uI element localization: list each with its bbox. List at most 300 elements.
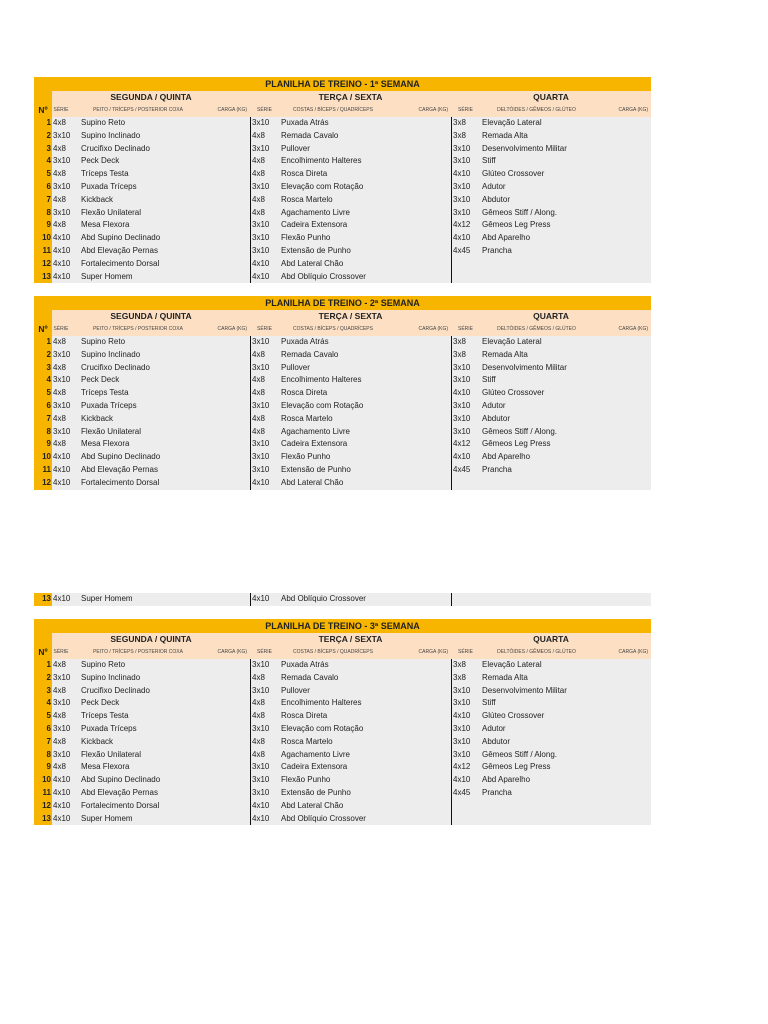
row-number: 2 <box>34 672 52 685</box>
series-value: 4x10 <box>53 452 71 462</box>
day2-cell <box>250 168 451 181</box>
muscle-group-header: PEITO / TRÍCEPS / POSTERIOR COXA <box>93 107 183 113</box>
exercise-name: Extensão de Punho <box>281 245 351 255</box>
series-value: 4x10 <box>53 245 71 255</box>
table-row <box>34 672 651 685</box>
day-header: SEGUNDA / QUINTA <box>52 633 250 646</box>
exercise-name: Gêmeos Stiff / Along. <box>482 207 558 217</box>
num-col-spacer <box>34 310 52 323</box>
series-value: 4x8 <box>53 736 66 746</box>
series-value: 3x10 <box>53 207 71 217</box>
exercise-name: Cadeira Extensora <box>281 220 348 230</box>
series-value: 4x10 <box>53 813 71 823</box>
series-value: 4x10 <box>252 594 270 603</box>
exercise-name: Extensão de Punho <box>281 464 351 474</box>
table-row <box>34 181 651 194</box>
exercise-name: Mesa Flexora <box>81 220 130 230</box>
table-row <box>34 697 651 710</box>
exercise-name: Abd Supino Declinado <box>81 775 161 785</box>
day3-cell <box>451 477 651 490</box>
series-value: 4x10 <box>453 452 471 462</box>
exercise-name <box>481 477 652 490</box>
day2-cell <box>250 697 451 710</box>
series-value: 3x10 <box>252 400 270 410</box>
load-header: CARGA (KG) <box>618 107 648 113</box>
exercise-name <box>481 593 652 606</box>
day3-cell <box>451 464 651 477</box>
day3-cell <box>451 155 651 168</box>
row-number: 7 <box>34 413 52 426</box>
series-header: SÉRIE <box>256 326 272 332</box>
day3-cell <box>451 143 651 156</box>
row-number: 5 <box>34 387 52 400</box>
exercise-name: Pullover <box>281 685 310 695</box>
exercise-name: Abdutor <box>482 413 511 423</box>
row-number: 6 <box>34 181 52 194</box>
exercise-name: Abdutor <box>482 194 511 204</box>
series-value: 3x8 <box>453 130 466 140</box>
exercise-name: Prancha <box>482 464 512 474</box>
row-number: 8 <box>34 426 52 439</box>
sheet-title: PLANILHA DE TREINO - 1ª SEMANA <box>34 77 651 91</box>
load-header: CARGA (KG) <box>217 649 247 655</box>
table-row <box>34 477 651 490</box>
series-value: 4x10 <box>453 711 471 721</box>
exercise-name: Puxada Atrás <box>281 118 329 127</box>
day2-cell <box>250 787 451 800</box>
day1-cell <box>52 143 250 156</box>
row-number: 1 <box>34 117 52 130</box>
day1-cell <box>52 464 250 477</box>
day2-cell <box>250 181 451 194</box>
exercise-name: Stiff <box>482 156 496 166</box>
day2-cell <box>250 362 451 375</box>
exercise-name: Encolhimento Halteres <box>281 375 362 385</box>
num-header: Nº <box>34 323 52 336</box>
table-row <box>34 362 651 375</box>
exercise-name: Rosca Direta <box>281 711 328 721</box>
exercise-name: Flexão Unilateral <box>81 426 142 436</box>
day2-cell <box>250 400 451 413</box>
day2-cell <box>250 336 451 349</box>
exercise-name: Gêmeos Stiff / Along. <box>482 426 558 436</box>
series-value: 4x45 <box>453 245 471 255</box>
day2-cell <box>250 749 451 762</box>
row-number: 5 <box>34 710 52 723</box>
load-header: CARGA (KG) <box>418 649 448 655</box>
exercise-name: Desenvolvimento Militar <box>482 685 567 695</box>
day2-cell <box>250 130 451 143</box>
day3-cell <box>451 413 651 426</box>
row-number: 12 <box>34 477 52 490</box>
exercise-name <box>481 271 652 284</box>
column-header-group <box>451 323 651 336</box>
day1-cell <box>52 168 250 181</box>
series-value: 3x10 <box>453 736 471 746</box>
load-header: CARGA (KG) <box>217 326 247 332</box>
day2-cell <box>250 426 451 439</box>
row-number: 11 <box>34 787 52 800</box>
series-value <box>452 813 481 826</box>
exercise-name: Crucifixo Declinado <box>81 362 150 372</box>
table-row <box>34 593 651 606</box>
row-number: 4 <box>34 374 52 387</box>
series-value: 3x10 <box>53 400 71 410</box>
series-value: 3x10 <box>453 181 471 191</box>
table-row <box>34 438 651 451</box>
series-value: 3x10 <box>53 723 71 733</box>
exercise-name: Agachamento Livre <box>281 749 350 759</box>
row-number: 10 <box>34 774 52 787</box>
exercise-name: Pullover <box>281 362 310 372</box>
row-number: 3 <box>34 362 52 375</box>
day1-cell <box>52 659 250 672</box>
series-value: 4x10 <box>252 271 270 281</box>
day3-cell <box>451 258 651 271</box>
day2-cell <box>250 464 451 477</box>
series-value: 3x10 <box>453 400 471 410</box>
table-row <box>34 207 651 220</box>
exercise-name: Flexão Unilateral <box>81 749 142 759</box>
day2-cell <box>250 685 451 698</box>
day1-cell <box>52 774 250 787</box>
series-value: 4x12 <box>453 762 471 772</box>
exercise-name: Kickback <box>81 194 114 204</box>
exercise-name: Peck Deck <box>81 156 120 166</box>
day1-cell <box>52 813 250 826</box>
muscle-group-header: DELTÓIDES / GÊMEOS / GLÚTEO <box>497 326 576 332</box>
day3-cell <box>451 723 651 736</box>
day3-cell <box>451 710 651 723</box>
exercise-name: Rosca Direta <box>281 388 328 398</box>
exercise-name: Rosca Martelo <box>281 413 333 423</box>
day3-cell <box>451 438 651 451</box>
series-value: 3x10 <box>252 660 270 669</box>
table-row <box>34 723 651 736</box>
day1-cell <box>52 426 250 439</box>
day2-cell <box>250 194 451 207</box>
row-number: 9 <box>34 219 52 232</box>
day-header: SEGUNDA / QUINTA <box>52 91 250 104</box>
week-2-sheet <box>34 296 651 490</box>
sheet-title: PLANILHA DE TREINO - 2ª SEMANA <box>34 296 651 310</box>
exercise-name: Abd Elevação Pernas <box>81 245 158 255</box>
table-row <box>34 336 651 349</box>
day3-cell <box>451 271 651 284</box>
table-row <box>34 155 651 168</box>
exercise-name: Rosca Martelo <box>281 194 333 204</box>
num-header: Nº <box>34 646 52 659</box>
series-value <box>452 477 481 490</box>
day2-cell <box>250 477 451 490</box>
row-number: 3 <box>34 685 52 698</box>
exercise-name: Extensão de Punho <box>281 787 351 797</box>
exercise-name: Kickback <box>81 736 114 746</box>
table-row <box>34 787 651 800</box>
day2-cell <box>250 271 451 284</box>
day3-cell <box>451 362 651 375</box>
column-header-row <box>34 646 651 659</box>
exercise-name: Elevação com Rotação <box>281 723 364 733</box>
series-value: 4x8 <box>252 169 265 179</box>
exercise-name: Tríceps Testa <box>81 388 129 398</box>
series-value: 4x10 <box>53 464 71 474</box>
exercise-name: Supino Inclinado <box>81 672 141 682</box>
day-header: QUARTA <box>451 91 651 104</box>
exercise-name: Agachamento Livre <box>281 207 350 217</box>
row-number: 11 <box>34 245 52 258</box>
series-value: 4x8 <box>252 349 265 359</box>
row-number: 2 <box>34 130 52 143</box>
exercise-name: Supino Reto <box>81 337 126 346</box>
series-value: 3x10 <box>453 723 471 733</box>
series-value <box>452 800 481 813</box>
series-value: 3x10 <box>453 749 471 759</box>
exercise-name: Puxada Tríceps <box>81 400 137 410</box>
exercise-name <box>481 813 652 826</box>
table-row <box>34 168 651 181</box>
exercise-name: Stiff <box>482 375 496 385</box>
table-row <box>34 194 651 207</box>
muscle-group-header: COSTAS / BÍCEPS / QUADRÍCEPS <box>293 107 373 113</box>
table-row <box>34 130 651 143</box>
num-header: Nº <box>34 104 52 117</box>
day1-cell <box>52 438 250 451</box>
column-header-group <box>52 323 250 336</box>
series-value: 4x8 <box>53 118 66 127</box>
day3-cell <box>451 813 651 826</box>
series-value: 4x8 <box>252 426 265 436</box>
day2-cell <box>250 672 451 685</box>
exercise-name: Gêmeos Leg Press <box>482 220 551 230</box>
exercise-name: Pullover <box>281 143 310 153</box>
table-row <box>34 349 651 362</box>
row-number: 12 <box>34 258 52 271</box>
exercise-name: Supino Reto <box>81 660 126 669</box>
exercise-name: Abd Supino Declinado <box>81 452 161 462</box>
exercise-name: Crucifixo Declinado <box>81 685 150 695</box>
column-header-row <box>34 323 651 336</box>
series-header: SÉRIE <box>53 326 69 332</box>
load-header: CARGA (KG) <box>618 326 648 332</box>
exercise-name <box>481 258 652 271</box>
series-value: 4x8 <box>53 194 66 204</box>
exercise-name: Gêmeos Leg Press <box>482 439 551 449</box>
exercise-name: Encolhimento Halteres <box>281 698 362 708</box>
series-value: 4x10 <box>53 258 71 268</box>
day1-cell <box>52 271 250 284</box>
day2-cell <box>250 245 451 258</box>
series-value: 4x10 <box>453 775 471 785</box>
exercise-name: Cadeira Extensora <box>281 439 348 449</box>
exercise-name: Rosca Direta <box>281 169 328 179</box>
series-value: 3x10 <box>453 156 471 166</box>
exercise-name: Super Homem <box>81 813 133 823</box>
day3-cell <box>451 349 651 362</box>
series-value: 4x10 <box>252 477 270 487</box>
exercise-name: Remada Alta <box>482 672 528 682</box>
series-value: 4x8 <box>53 685 66 695</box>
exercise-name: Remada Alta <box>482 130 528 140</box>
exercise-name: Abd Elevação Pernas <box>81 464 158 474</box>
series-value: 4x8 <box>252 698 265 708</box>
series-value: 3x8 <box>453 672 466 682</box>
exercise-name: Prancha <box>482 245 512 255</box>
exercise-name: Desenvolvimento Militar <box>482 143 567 153</box>
row-number: 4 <box>34 697 52 710</box>
day1-cell <box>52 194 250 207</box>
series-header: SÉRIE <box>457 649 473 655</box>
table-row <box>34 685 651 698</box>
day1-cell <box>52 451 250 464</box>
table-row <box>34 736 651 749</box>
exercise-name: Tríceps Testa <box>81 711 129 721</box>
exercise-name: Puxada Atrás <box>281 660 329 669</box>
exercise-name: Agachamento Livre <box>281 426 350 436</box>
exercise-name: Elevação Lateral <box>482 118 542 127</box>
series-value: 3x10 <box>252 452 270 462</box>
exercise-name: Abd Lateral Chão <box>281 477 344 487</box>
exercise-name: Remada Cavalo <box>281 672 339 682</box>
series-value: 3x10 <box>453 413 471 423</box>
exercise-name: Elevação com Rotação <box>281 181 364 191</box>
series-value: 4x8 <box>252 711 265 721</box>
series-value: 4x10 <box>252 813 270 823</box>
day1-cell <box>52 387 250 400</box>
series-value: 4x8 <box>252 749 265 759</box>
column-header-group <box>52 646 250 659</box>
row-number: 13 <box>34 593 52 606</box>
day1-cell <box>52 258 250 271</box>
day1-cell <box>52 207 250 220</box>
day3-cell <box>451 232 651 245</box>
day3-cell <box>451 736 651 749</box>
series-value: 4x8 <box>252 375 265 385</box>
day1-cell <box>52 593 250 606</box>
series-value: 4x8 <box>53 711 66 721</box>
series-value: 3x10 <box>53 349 71 359</box>
row-number: 13 <box>34 813 52 826</box>
exercise-name: Abd Oblíquio Crossover <box>281 813 366 823</box>
day1-cell <box>52 761 250 774</box>
table-row <box>34 374 651 387</box>
day1-cell <box>52 336 250 349</box>
day-header: SEGUNDA / QUINTA <box>52 310 250 323</box>
muscle-group-header: COSTAS / BÍCEPS / QUADRÍCEPS <box>293 649 373 655</box>
day1-cell <box>52 787 250 800</box>
series-value: 3x10 <box>53 426 71 436</box>
exercise-name: Adutor <box>482 400 506 410</box>
exercise-name: Supino Inclinado <box>81 130 141 140</box>
series-value: 3x8 <box>453 118 466 127</box>
row-number: 12 <box>34 800 52 813</box>
exercise-name: Puxada Tríceps <box>81 181 137 191</box>
series-value: 4x8 <box>53 220 66 230</box>
week-3-sheet <box>34 619 651 825</box>
day3-cell <box>451 672 651 685</box>
series-value: 3x10 <box>453 207 471 217</box>
exercise-name: Mesa Flexora <box>81 439 130 449</box>
day-header: QUARTA <box>451 633 651 646</box>
table-row <box>34 659 651 672</box>
row-number: 11 <box>34 464 52 477</box>
exercise-name: Abd Lateral Chão <box>281 258 344 268</box>
series-value <box>452 593 481 606</box>
column-header-group <box>250 104 451 117</box>
series-value: 3x10 <box>453 194 471 204</box>
day3-cell <box>451 787 651 800</box>
day2-cell <box>250 774 451 787</box>
row-number: 3 <box>34 143 52 156</box>
series-value: 4x45 <box>453 464 471 474</box>
series-value: 4x8 <box>252 194 265 204</box>
exercise-name: Supino Reto <box>81 118 126 127</box>
day2-cell <box>250 761 451 774</box>
series-value: 4x10 <box>53 787 71 797</box>
series-value: 3x10 <box>252 181 270 191</box>
exercise-name: Rosca Martelo <box>281 736 333 746</box>
exercise-name: Fortalecimento Dorsal <box>81 477 160 487</box>
series-value: 3x10 <box>53 130 71 140</box>
exercise-name: Abd Elevação Pernas <box>81 787 158 797</box>
day3-cell <box>451 400 651 413</box>
column-header-group <box>451 646 651 659</box>
day1-cell <box>52 374 250 387</box>
row-number: 8 <box>34 207 52 220</box>
exercise-name: Remada Alta <box>482 349 528 359</box>
exercise-name: Elevação Lateral <box>482 660 542 669</box>
exercise-name: Tríceps Testa <box>81 169 129 179</box>
column-header-group <box>250 323 451 336</box>
table-row <box>34 813 651 826</box>
series-value: 4x8 <box>53 660 66 669</box>
day3-cell <box>451 659 651 672</box>
series-value: 3x8 <box>453 337 466 346</box>
series-value: 3x10 <box>53 156 71 166</box>
series-value: 3x10 <box>453 698 471 708</box>
day1-cell <box>52 697 250 710</box>
table-row <box>34 426 651 439</box>
day1-cell <box>52 672 250 685</box>
exercise-name: Remada Cavalo <box>281 130 339 140</box>
day1-cell <box>52 362 250 375</box>
exercise-name: Stiff <box>482 698 496 708</box>
series-value: 4x8 <box>53 143 66 153</box>
exercise-name: Puxada Tríceps <box>81 723 137 733</box>
day-header: QUARTA <box>451 310 651 323</box>
day2-cell <box>250 813 451 826</box>
column-header-group <box>250 646 451 659</box>
muscle-group-header: DELTÓIDES / GÊMEOS / GLÚTEO <box>497 107 576 113</box>
series-value: 4x8 <box>53 169 66 179</box>
series-value: 3x8 <box>453 660 466 669</box>
day3-cell <box>451 774 651 787</box>
day1-cell <box>52 219 250 232</box>
day3-cell <box>451 130 651 143</box>
exercise-name: Cadeira Extensora <box>281 762 348 772</box>
day1-cell <box>52 117 250 130</box>
day1-cell <box>52 685 250 698</box>
day3-cell <box>451 336 651 349</box>
day2-cell <box>250 374 451 387</box>
exercise-name: Flexão Punho <box>281 233 331 243</box>
day1-cell <box>52 477 250 490</box>
row-number: 1 <box>34 659 52 672</box>
table-row <box>34 464 651 477</box>
table-row <box>34 774 651 787</box>
row-number: 8 <box>34 749 52 762</box>
muscle-group-header: PEITO / TRÍCEPS / POSTERIOR COXA <box>93 649 183 655</box>
